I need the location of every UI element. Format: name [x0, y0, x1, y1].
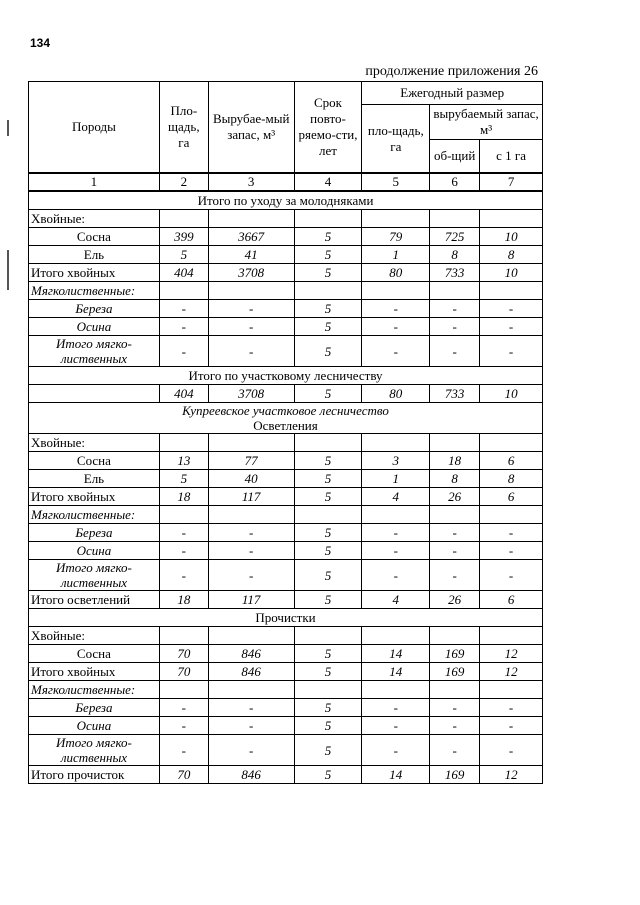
table-row: [29, 766, 543, 784]
col-number: 4: [294, 173, 362, 191]
row-label: Хвойные:: [29, 210, 160, 228]
table-cell: 6: [480, 591, 543, 609]
table-cell: -: [480, 336, 543, 367]
table-cell: [159, 434, 208, 452]
row-label: Береза: [29, 300, 160, 318]
table-cell: [208, 210, 294, 228]
header-annual: Ежегодный размер: [362, 82, 543, 105]
table-row: [29, 699, 543, 717]
table-cell: 18: [159, 591, 208, 609]
section-title: Итого по участковому лесничеству: [29, 367, 543, 385]
table-cell: 6: [480, 452, 543, 470]
table-row: [29, 385, 543, 403]
table-cell: 13: [159, 452, 208, 470]
table-cell: -: [362, 300, 430, 318]
table-cell: 5: [294, 488, 362, 506]
table-cell: -: [208, 524, 294, 542]
table-cell: 117: [208, 488, 294, 506]
table-cell: -: [362, 318, 430, 336]
table-cell: -: [208, 336, 294, 367]
table-row: [29, 228, 543, 246]
table-cell: 5: [294, 645, 362, 663]
row-label: Сосна: [29, 645, 160, 663]
table-cell: 4: [362, 591, 430, 609]
row-label: Осина: [29, 717, 160, 735]
col-number: 7: [480, 173, 543, 191]
table-cell: [362, 434, 430, 452]
table-cell: [480, 506, 543, 524]
table-cell: [480, 282, 543, 300]
table-cell: -: [159, 735, 208, 766]
table-cell: [430, 210, 480, 228]
section-title: Итого по уходу за молодняками: [29, 191, 543, 210]
table-cell: [430, 282, 480, 300]
table-cell: 5: [294, 470, 362, 488]
header-species: Породы: [29, 82, 160, 174]
table-cell: [208, 282, 294, 300]
table-cell: -: [208, 717, 294, 735]
table-cell: [362, 506, 430, 524]
table-cell: -: [208, 735, 294, 766]
table-cell: 18: [159, 488, 208, 506]
table-cell: [480, 627, 543, 645]
table-row: [29, 210, 543, 228]
table-cell: -: [208, 542, 294, 560]
col-number: 3: [208, 173, 294, 191]
table-cell: 1: [362, 470, 430, 488]
table-cell: 5: [159, 470, 208, 488]
table-cell: 5: [294, 717, 362, 735]
table-cell: [430, 627, 480, 645]
col-number: 5: [362, 173, 430, 191]
table-cell: 70: [159, 645, 208, 663]
row-label: Сосна: [29, 452, 160, 470]
section-title-row: [29, 191, 543, 210]
table-cell: 3708: [208, 385, 294, 403]
table-cell: 5: [294, 560, 362, 591]
table-cell: 725: [430, 228, 480, 246]
table-cell: [294, 210, 362, 228]
row-label: Ель: [29, 246, 160, 264]
section-title-row: [29, 609, 543, 627]
table-row: [29, 735, 543, 766]
table-cell: -: [159, 336, 208, 367]
table-cell: [159, 681, 208, 699]
row-label-line: лиственных: [60, 750, 128, 765]
row-label-line: Итого мягко-: [55, 336, 132, 351]
table-cell: -: [159, 699, 208, 717]
table-cell: 399: [159, 228, 208, 246]
row-label: Осина: [29, 542, 160, 560]
table-cell: 41: [208, 246, 294, 264]
table-row: [29, 663, 543, 681]
row-label: Береза: [29, 699, 160, 717]
table-row: [29, 488, 543, 506]
row-label: Мягколиственные:: [29, 282, 160, 300]
table-cell: -: [480, 717, 543, 735]
row-label-line: Итого мягко-: [55, 560, 132, 575]
table-cell: 6: [480, 488, 543, 506]
table-cell: -: [362, 735, 430, 766]
table-cell: [159, 506, 208, 524]
table-cell: 70: [159, 766, 208, 784]
table-cell: -: [430, 699, 480, 717]
table-cell: 404: [159, 385, 208, 403]
table-cell: -: [362, 717, 430, 735]
row-label: Ель: [29, 470, 160, 488]
table-cell: [208, 681, 294, 699]
table-cell: 733: [430, 264, 480, 282]
table-row: [29, 717, 543, 735]
table-cell: 77: [208, 452, 294, 470]
table-cell: -: [480, 735, 543, 766]
table-cell: -: [430, 336, 480, 367]
table-cell: -: [480, 524, 543, 542]
table-cell: 40: [208, 470, 294, 488]
table-cell: [362, 681, 430, 699]
table-cell: -: [480, 542, 543, 560]
table-cell: [294, 282, 362, 300]
table-row: [29, 282, 543, 300]
table-cell: 14: [362, 766, 430, 784]
section-title: Прочистки: [29, 609, 543, 627]
table-cell: 12: [480, 663, 543, 681]
table-cell: 12: [480, 645, 543, 663]
table-cell: 8: [480, 470, 543, 488]
section-title-row: [29, 403, 543, 434]
table-cell: 5: [294, 524, 362, 542]
continuation-caption: продолжение приложения 26: [365, 64, 538, 79]
header-annual-area: пло-щадь, га: [362, 105, 430, 174]
table-cell: -: [430, 542, 480, 560]
table-cell: 5: [294, 300, 362, 318]
table-cell: [430, 506, 480, 524]
table-row: [29, 681, 543, 699]
table-cell: 3708: [208, 264, 294, 282]
table-cell: -: [480, 699, 543, 717]
table-cell: 14: [362, 663, 430, 681]
table-cell: -: [430, 524, 480, 542]
table-cell: 3: [362, 452, 430, 470]
table-cell: [208, 434, 294, 452]
table-cell: 5: [294, 228, 362, 246]
table-cell: 169: [430, 645, 480, 663]
table-cell: 1: [362, 246, 430, 264]
row-label-line: Итого мягко-: [55, 735, 132, 750]
header-period: Срок повто-ряемо-сти, лет: [294, 82, 362, 174]
table-cell: 5: [294, 735, 362, 766]
table-cell: -: [159, 524, 208, 542]
table-cell: -: [480, 318, 543, 336]
table-cell: 846: [208, 645, 294, 663]
table-cell: 5: [159, 246, 208, 264]
header-per-ha: с 1 га: [480, 140, 543, 174]
row-label: Итого хвойных: [29, 663, 160, 681]
table-cell: -: [430, 560, 480, 591]
row-label-line: лиственных: [60, 575, 128, 590]
table-cell: -: [208, 699, 294, 717]
table-cell: -: [430, 318, 480, 336]
table-cell: [294, 627, 362, 645]
row-label: [29, 336, 160, 367]
row-label: Мягколиственные:: [29, 681, 160, 699]
clearing-title: Осветления: [253, 418, 318, 433]
table-cell: 8: [430, 246, 480, 264]
table-row: [29, 560, 543, 591]
table-cell: 8: [430, 470, 480, 488]
table-cell: 733: [430, 385, 480, 403]
table-row: [29, 318, 543, 336]
table-row: [29, 645, 543, 663]
table-row: [29, 524, 543, 542]
column-number-row: [29, 173, 543, 191]
table-cell: -: [430, 717, 480, 735]
table-cell: 10: [480, 264, 543, 282]
table-cell: 5: [294, 542, 362, 560]
row-label: Хвойные:: [29, 627, 160, 645]
table-cell: [480, 434, 543, 452]
table-row: [29, 627, 543, 645]
table-cell: 80: [362, 264, 430, 282]
row-label: Итого осветлений: [29, 591, 160, 609]
table-cell: 3667: [208, 228, 294, 246]
table-cell: -: [480, 560, 543, 591]
table-row: [29, 264, 543, 282]
table-cell: 26: [430, 488, 480, 506]
table-row: [29, 434, 543, 452]
table-cell: [208, 627, 294, 645]
page-number: 134: [30, 36, 51, 50]
table-cell: -: [362, 542, 430, 560]
row-label: Итого прочисток: [29, 766, 160, 784]
header-annual-stock: вырубаемый запас, м³: [430, 105, 543, 140]
table-cell: 18: [430, 452, 480, 470]
row-label: Мягколиственные:: [29, 506, 160, 524]
row-label: [29, 735, 160, 766]
margin-mark: [7, 120, 9, 136]
table-row: [29, 452, 543, 470]
section-title: [29, 403, 543, 434]
table-cell: -: [159, 318, 208, 336]
table-cell: 14: [362, 645, 430, 663]
table-row: [29, 506, 543, 524]
table-cell: [294, 434, 362, 452]
row-label: Итого хвойных: [29, 488, 160, 506]
table-cell: -: [159, 560, 208, 591]
empty-cell: [29, 385, 160, 403]
table-cell: 5: [294, 663, 362, 681]
table-cell: 846: [208, 766, 294, 784]
table-cell: [362, 282, 430, 300]
table-cell: 26: [430, 591, 480, 609]
table-row: [29, 470, 543, 488]
table-cell: [159, 282, 208, 300]
table-cell: -: [159, 300, 208, 318]
table-cell: 5: [294, 591, 362, 609]
table-cell: [294, 506, 362, 524]
row-label: [29, 560, 160, 591]
table-cell: -: [430, 300, 480, 318]
col-number: 1: [29, 173, 160, 191]
table-cell: 5: [294, 336, 362, 367]
table-cell: -: [208, 318, 294, 336]
header-area: Пло-щадь, га: [159, 82, 208, 174]
row-label: Хвойные:: [29, 434, 160, 452]
table-cell: -: [430, 735, 480, 766]
table-cell: -: [362, 524, 430, 542]
table-cell: -: [159, 542, 208, 560]
table-cell: 5: [294, 699, 362, 717]
table-cell: 117: [208, 591, 294, 609]
table-cell: 5: [294, 766, 362, 784]
table-cell: [159, 627, 208, 645]
table-cell: [208, 506, 294, 524]
table-cell: -: [362, 699, 430, 717]
table-cell: -: [208, 300, 294, 318]
table-cell: 80: [362, 385, 430, 403]
table-cell: 404: [159, 264, 208, 282]
table-cell: 12: [480, 766, 543, 784]
table-cell: -: [362, 560, 430, 591]
table-cell: 5: [294, 264, 362, 282]
row-label: Осина: [29, 318, 160, 336]
section-title-row: [29, 367, 543, 385]
forestry-name: Купреевское участковое лесничество: [182, 403, 389, 418]
table-cell: [294, 681, 362, 699]
row-label: Итого хвойных: [29, 264, 160, 282]
table-cell: 79: [362, 228, 430, 246]
table-cell: [430, 681, 480, 699]
table-cell: 846: [208, 663, 294, 681]
table-cell: 169: [430, 663, 480, 681]
table-cell: -: [208, 560, 294, 591]
row-label-line: лиственных: [60, 351, 128, 366]
forestry-table: [28, 81, 543, 784]
header-stock: Вырубае-мый запас, м³: [208, 82, 294, 174]
table-row: [29, 246, 543, 264]
table-row: [29, 300, 543, 318]
table-cell: 5: [294, 452, 362, 470]
table-cell: -: [480, 300, 543, 318]
table-cell: 5: [294, 246, 362, 264]
table-cell: [480, 210, 543, 228]
row-label: Сосна: [29, 228, 160, 246]
row-label: Береза: [29, 524, 160, 542]
table-cell: 8: [480, 246, 543, 264]
table-cell: 4: [362, 488, 430, 506]
table-row: [29, 542, 543, 560]
table-header: [29, 82, 543, 192]
col-number: 6: [430, 173, 480, 191]
table-row: [29, 591, 543, 609]
table-cell: [480, 681, 543, 699]
table-cell: [430, 434, 480, 452]
table-cell: [362, 210, 430, 228]
col-number: 2: [159, 173, 208, 191]
table-cell: 5: [294, 318, 362, 336]
table-cell: 5: [294, 385, 362, 403]
table-cell: 10: [480, 228, 543, 246]
table-cell: [362, 627, 430, 645]
table-cell: 70: [159, 663, 208, 681]
table-row: [29, 336, 543, 367]
table-cell: [159, 210, 208, 228]
table-cell: -: [362, 336, 430, 367]
table-cell: 10: [480, 385, 543, 403]
margin-mark: [7, 250, 9, 290]
table-cell: 169: [430, 766, 480, 784]
header-total: об-щий: [430, 140, 480, 174]
table-cell: -: [159, 717, 208, 735]
